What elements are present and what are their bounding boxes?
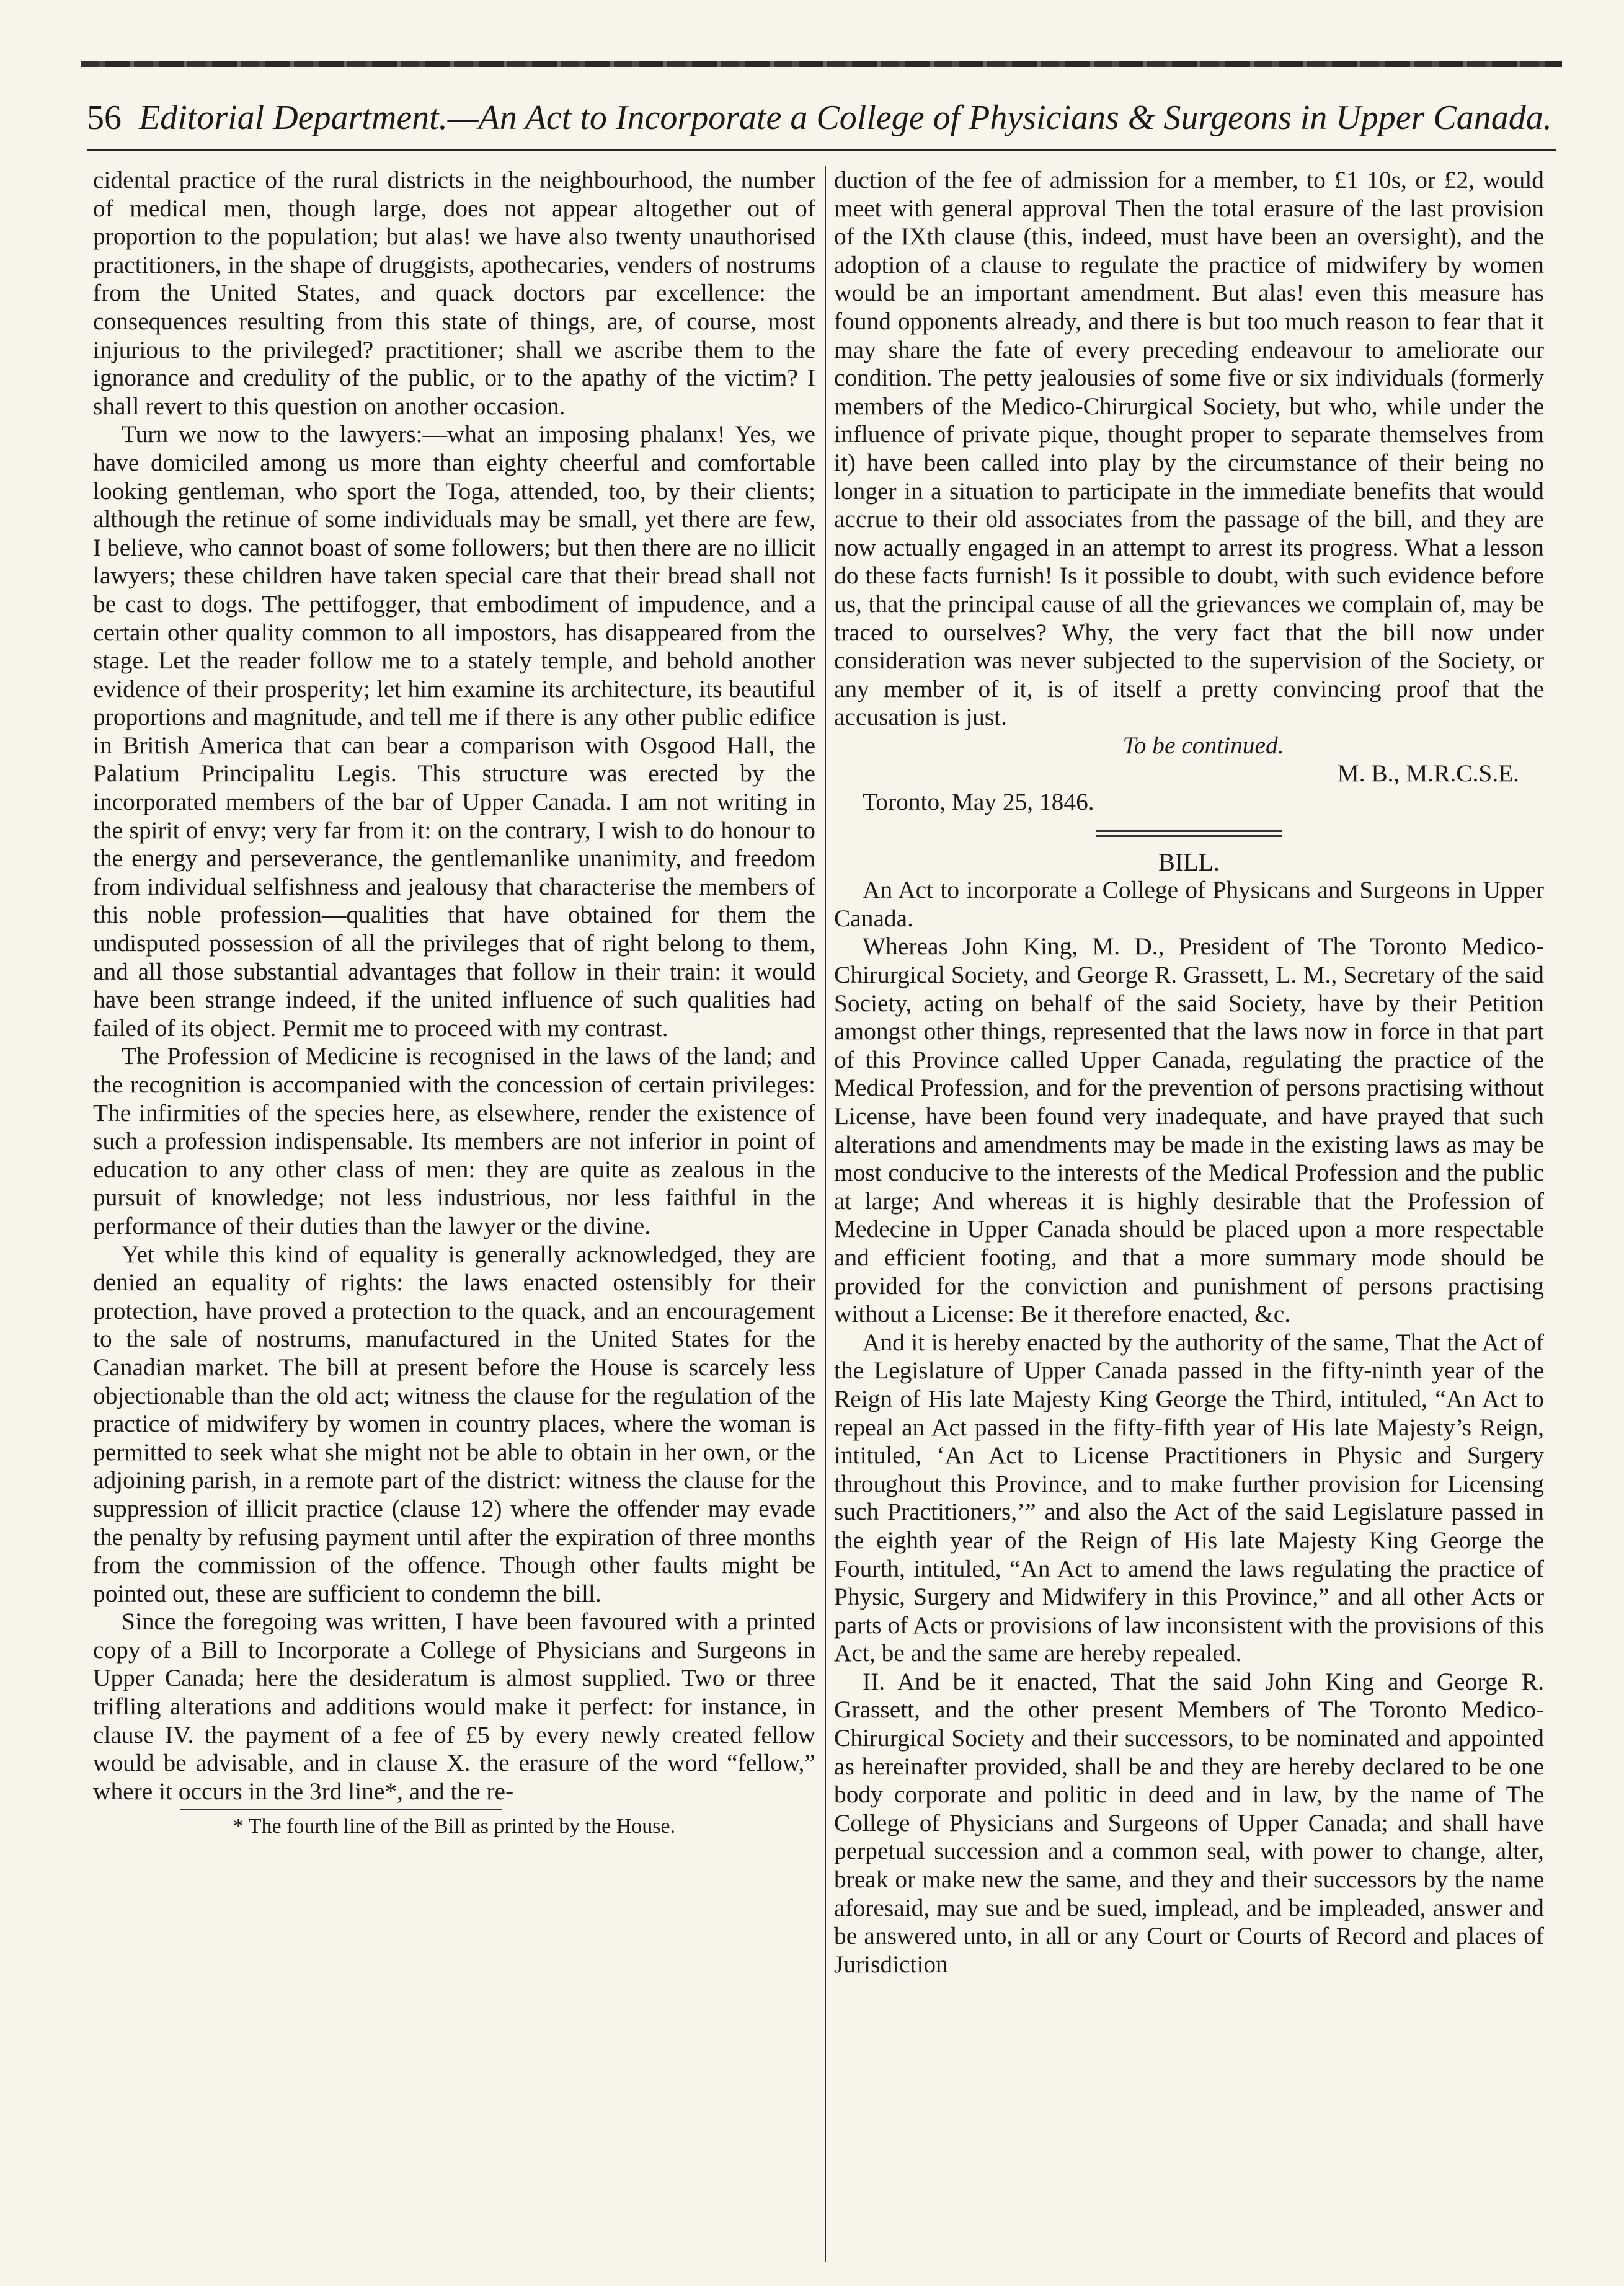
bill-paragraph-2: Whereas John King, M. D., President of The Toronto Medico-Chirurgical Society, and George R. Grassett, L. M., Secretary of the said Society, acting on behalf of the said Society, have by their Petition amongst other things, represented that the laws now in force in that part of this Province called Upper Canada, regulating the practice of the Medical Profession, and for the prevention of persons practising without License, have been found very inadequate, and have prayed that such alterations and amendments may be made in the existing laws as may be most conducive to the interests of the Medical Profession and the public at large; And whereas it is highly desirable that the Profession of Medecine in Upper Canada should be placed upon a more respectable and efficient footing, and that a more summary mode should be provided for the conviction and punishment of persons practising without a License: Be it therefore enacted, &c. [834, 933, 1544, 1328]
footnote-rule [180, 1809, 502, 1810]
left-paragraph-4: Yet while this kind of equality is generally acknowledged, they are denied an equality of rights: the laws enacted ostensibly for their protection, have proved a protection to the quack, and an encouragement to the sale of nostrums, manufactured in the United States for the Canadian market. The bill at present before the House is scarcely less objectionable than the old act; witness the clause for the regulation of the practice of midwifery by women in country places, where the woman is permitted to seek what she might not be able to obtain in her own, or the adjoining parish, in a remote part of the district: witness the clause for the suppression of illicit practice (clause 12) where the offender may evade the penalty by refusing payment until after the expiration of three months from the commission of the offence. Though other faults might be pointed out, these are sufficient to condemn the bill. [93, 1240, 815, 1607]
dateline: Toronto, May 25, 1846. [863, 788, 1094, 816]
bill-paragraph-1: An Act to incorporate a College of Physicans and Surgeons in Upper Canada. [834, 876, 1544, 932]
running-title: Editorial Department.—An Act to Incorporate a College of Physicians & Surgeons in Upper Canada. [139, 99, 1552, 137]
page-number: 56 [87, 99, 122, 137]
left-paragraph-2: Turn we now to the lawyers:—what an imposing phalanx! Yes, we have domiciled among us more than eighty cheerful and comfortable looking gentleman, who sport the Toga, attended, too, by their clients; although the retinue of some individuals may be small, yet there are few, I believe, who cannot boast of some followers; but then there are no illicit lawyers; these children have taken special care that their bread shall not be cast to dogs. The pettifogger, that embodiment of impudence, and a certain other quality common to all impostors, has disappeared from the stage. Let the reader follow me to a stately temple, and behold another evidence of their prosperity; let him examine its architecture, its beautiful proportions and magnitude, and tell me if there is any other public edifice in British America that can bear a comparison with Osgood Hall, the Palatium Principalitu Legis. This structure was erected by the incorporated members of the bar of Upper Canada. I am not writing in the spirit of envy; very far from it: on the contrary, I wish to do honour to the energy and perseverance, the gentlemanlike unanimity, and freedom from individual selfishness and jealousy that characterise the members of this noble profession—qualities that have obtained for them the undisputed possession of all the privileges that of right belong to them, and all those substantial advantages that follow in their train: it would have been strange indeed, if the united influence of such qualities had failed of its object. Permit me to proceed with my contrast. [93, 420, 815, 1042]
section-divider [1096, 830, 1282, 837]
right-paragraph-1: duction of the fee of admission for a member, to £1 10s, or £2, would meet with general approval Then the total erasure of the last provision of the IXth clause (this, indeed, must have been an oversight), and the adoption of a clause to regulate the practice of midwifery by women would be an important amendment. But alas! even this measure has found opponents already, and there is but too much reason to fear that it may share the fate of every preceding endeavour to ameliorate our condition. The petty jealousies of some five or six individuals (formerly members of the Medico-Chirurgical Society, but who, while under the influence of private pique, thought proper to separate themselves from it) have been called into play by the circumstance of their being no longer in a situation to participate in the immediate benefits that would accrue to their old associates from the passage of the bill, and they are now actually engaged in an attempt to arrest its progress. What a lesson do these facts furnish! Is it possible to doubt, with such evidence before us, that the principal cause of all the grievances we complain of, may be traced to ourselves? Why, the very fact that the bill now under consideration was never subjected to the supervision of the Society, or any member of it, is of itself a pretty convincing proof that the accusation is just. [834, 166, 1544, 731]
left-paragraph-3: The Profession of Medicine is recognised in the laws of the land; and the recognition is accompanied with the concession of certain privileges: The infirmities of the species here, as elsewhere, render the existence of such a profession indispensable. Its members are not inferior in point of education to any other class of men: they are quite as zealous in the pursuit of knowledge; not less industrious, nor less faithful in the performance of their duties than the lawyer or the divine. [93, 1042, 815, 1239]
bill-paragraph-4: II. And be it enacted, That the said John King and George R. Grassett, and the other present Members of The Toronto Medico-Chirurgical Society and their successors, to be nominated and appointed as hereinafter provided, shall be and they are hereby declared to be one body corporate and politic in deed and in law, by the name of The College of Physicians and Surgeons of Upper Canada; and shall have perpetual succession and a common seal, with power to change, alter, break or make new the same, and they and their successors by the name aforesaid, may sue and be sued, implead, and be impleaded, answer and be answered unto, in all or any Court or Courts of Record and places of Jurisdiction [834, 1667, 1544, 1978]
header-rule [87, 149, 1556, 151]
left-column [93, 166, 815, 2268]
right-column [834, 166, 1544, 2268]
left-paragraph-1: cidental practice of the rural districts in the neighbourhood, the number of medical men, though large, does not appear altogether out of proportion to the population; but alas! we have also twenty unauthorised practitioners, in the shape of druggists, apothecaries, venders of nostrums from the United States, and quack doctors par excellence: the consequences resulting from this state of things, are, of course, most injurious to the privileged? practitioner; shall we ascribe them to the ignorance and credulity of the public, or to the apathy of the victim? I shall revert to this question on another occasion. [93, 166, 815, 420]
bill-heading: BILL. [1158, 848, 1220, 876]
running-header [87, 93, 1550, 143]
to-be-continued: To be continued. [1122, 731, 1284, 759]
left-paragraph-5: Since the foregoing was written, I have been favoured with a printed copy of a Bill to Incorporate a College of Physicians and Surgeons in Upper Canada; here the desideratum is almost supplied. Two or three trifling alterations and additions would make it perfect: for instance, in clause IV. the payment of a fee of £5 by every newly created fellow would be advisable, and in clause X. the erasure of the word “fellow,” where it occurs in the 3rd line*, and the re- [93, 1608, 815, 1805]
top-decorative-rule [81, 61, 1562, 67]
bill-paragraph-3: And it is hereby enacted by the authority of the same, That the Act of the Legislature of Upper Canada passed in the fifty-ninth year of the Reign of His late Majesty King George the Third, intituled, “An Act to repeal an Act passed in the fifty-fifth year of His late Majesty’s Reign, intituled, ‘An Act to License Practitioners in Physic and Surgery throughout this Province, and to make further provision for Licensing such Practitioners,’” and also the Act of the said Legislature passed in the eighth year of the Reign of His late Majesty King George the Fourth, intituled, “An Act to amend the laws regulating the practice of Physic, Surgery and Midwifery in this Province,” and all other Acts or parts of Acts or provisions of law inconsistent with the provisions of this Act, be and the same are hereby repealed. [834, 1328, 1544, 1667]
footnote: * The fourth line of the Bill as printed by the House. [233, 1815, 676, 1838]
author-signature: M. B., M.R.C.S.E. [1337, 760, 1519, 787]
column-divider [825, 166, 826, 2262]
